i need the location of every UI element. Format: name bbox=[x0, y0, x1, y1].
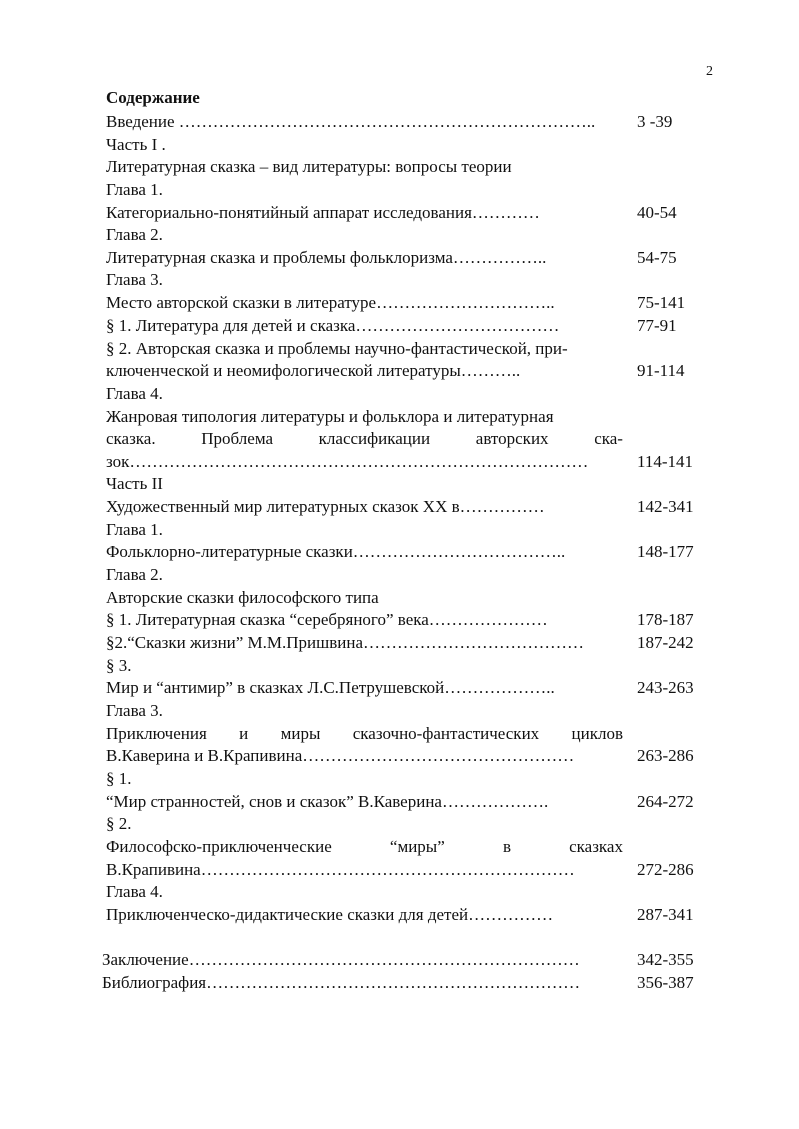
toc-p2-ch1-title: Фольклорно-литературные сказки……………………………….. bbox=[106, 542, 566, 561]
toc-conclusion: Заключение…………………………………………………………… bbox=[102, 950, 580, 969]
toc-p1-ch1-title: Категориально-понятийный аппарат исследования………… bbox=[106, 203, 540, 222]
toc-p1-ch4-line2 bbox=[106, 429, 623, 449]
word: миры bbox=[280, 724, 321, 743]
word: ска- bbox=[594, 429, 623, 448]
word: сказочно-фантастических bbox=[352, 724, 540, 743]
toc-p1-ch3-s2-line1: § 2. Авторская сказка и проблемы научно-фантастической, при- bbox=[106, 339, 568, 358]
toc-p1-ch3-s2-pages: 91-114 bbox=[637, 361, 685, 380]
word: Проблема bbox=[201, 429, 273, 448]
word: “миры” bbox=[389, 837, 445, 856]
toc-part2-title: Художественный мир литературных сказок XX в…………… bbox=[106, 497, 545, 516]
toc-p2-ch2-s3-pages: 243-263 bbox=[637, 678, 694, 697]
toc-p2-ch3-s2-line2: В.Крапивина………………………………………………………… bbox=[106, 860, 575, 879]
toc-part1: Часть I . bbox=[106, 135, 166, 154]
word: Философско-приключенческие bbox=[106, 837, 332, 856]
toc-conclusion-pages: 342-355 bbox=[637, 950, 694, 969]
toc-p1-ch3-s1-pages: 77-91 bbox=[637, 316, 677, 335]
page-title: Содержание bbox=[106, 88, 200, 107]
word: Приключения bbox=[106, 724, 207, 743]
toc-p2-ch2-s2-pages: 187-242 bbox=[637, 633, 694, 652]
toc-p2-ch1-pages: 148-177 bbox=[637, 542, 694, 561]
toc-p2-ch3-s1: § 1. bbox=[106, 769, 132, 788]
toc-p2-ch1: Глава 1. bbox=[106, 520, 163, 539]
toc-pages-intro: 3 -39 bbox=[637, 112, 673, 131]
toc-p2-ch2-s1-pages: 178-187 bbox=[637, 610, 694, 629]
toc-p1-ch3-title: Место авторской сказки в литературе………………………….. bbox=[106, 293, 555, 312]
toc-p1-ch3-s2-line2: ключенческой и неомифологической литературы……….. bbox=[106, 361, 521, 380]
toc-p2-ch2-title: Авторские сказки философского типа bbox=[106, 588, 379, 607]
toc-p2-ch3-line2: В.Каверина и В.Крапивина………………………………………… bbox=[106, 746, 575, 765]
toc-part2: Часть II bbox=[106, 474, 163, 493]
toc-p2-ch3-s2-line1 bbox=[106, 837, 623, 857]
toc-p2-ch3-s1-pages: 264-272 bbox=[637, 792, 694, 811]
toc-p2-ch3-line1 bbox=[106, 724, 623, 744]
toc-p1-ch3: Глава 3. bbox=[106, 270, 163, 289]
toc-p1-ch4-line1: Жанровая типология литературы и фольклора и литературная bbox=[106, 407, 554, 426]
toc-p1-ch3-pages: 75-141 bbox=[637, 293, 686, 312]
word: сказка. bbox=[106, 429, 156, 448]
word: классификации bbox=[318, 429, 431, 448]
word: и bbox=[239, 724, 249, 743]
toc-p2-ch2-s3-title: Мир и “антимир” в сказках Л.С.Петрушевской……………….. bbox=[106, 678, 555, 697]
toc-p1-ch4-pages: 114-141 bbox=[637, 452, 694, 471]
toc-bibliography-pages: 356-387 bbox=[637, 973, 694, 992]
word: авторских bbox=[475, 429, 549, 448]
word: циклов bbox=[571, 724, 623, 743]
toc-p2-ch2-s3: § 3. bbox=[106, 656, 132, 675]
toc-p2-ch4-pages: 287-341 bbox=[637, 905, 694, 924]
toc-p2-ch2-s1: § 1. Литературная сказка “серебряного” века………………… bbox=[106, 610, 548, 629]
toc-p2-ch4: Глава 4. bbox=[106, 882, 163, 901]
toc-p2-ch4-title: Приключенческо-дидактические сказки для детей…………… bbox=[106, 905, 554, 924]
toc-p1-ch1-pages: 40-54 bbox=[637, 203, 677, 222]
toc-p2-ch2-s2: §2.“Сказки жизни” М.М.Пришвина………………………………… bbox=[106, 633, 585, 652]
toc-p1-ch2-title: Литературная сказка и проблемы фольклоризма…………….. bbox=[106, 248, 547, 267]
page-number: 2 bbox=[706, 64, 713, 79]
toc-p1-ch2-pages: 54-75 bbox=[637, 248, 677, 267]
toc-p1-ch3-s1: § 1. Литература для детей и сказка……………………………… bbox=[106, 316, 560, 335]
word: сказках bbox=[569, 837, 623, 856]
toc-p2-ch2: Глава 2. bbox=[106, 565, 163, 584]
toc-p1-ch1: Глава 1. bbox=[106, 180, 163, 199]
toc-p2-ch3: Глава 3. bbox=[106, 701, 163, 720]
toc-p2-ch3-pages: 263-286 bbox=[637, 746, 694, 765]
toc-p2-ch3-s2-pages: 272-286 bbox=[637, 860, 694, 879]
toc-entry-intro: Введение ……………………………………………………………….. bbox=[106, 112, 596, 131]
toc-part2-pages: 142-341 bbox=[637, 497, 694, 516]
word: в bbox=[502, 837, 511, 856]
toc-bibliography: Библиография………………………………………………………… bbox=[102, 973, 581, 992]
toc-p1-ch2: Глава 2. bbox=[106, 225, 163, 244]
toc-part1-title: Литературная сказка – вид литературы: вопросы теории bbox=[106, 157, 512, 176]
toc-p1-ch4: Глава 4. bbox=[106, 384, 163, 403]
toc-p2-ch3-s2: § 2. bbox=[106, 814, 132, 833]
toc-p1-ch4-line3: зок……………………………………………………………………… bbox=[106, 452, 589, 471]
toc-p2-ch3-s1-title: “Мир странностей, снов и сказок” В.Каверина………………. bbox=[106, 792, 549, 811]
